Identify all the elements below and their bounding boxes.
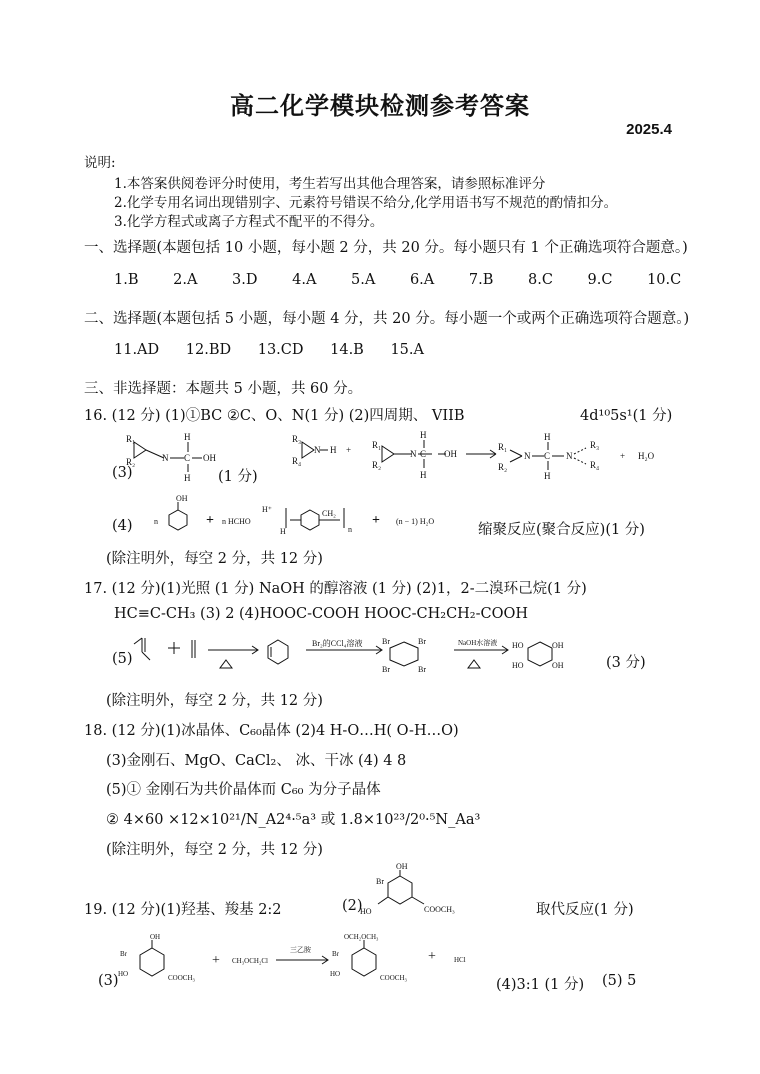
answer-item: 3.D (232, 272, 258, 288)
q19-line1: 19. (12 分)(1)羟基、羧基 2:2 (84, 902, 282, 918)
note-item: 3.化学方程式或离子方程式不配平的不得分。 (114, 214, 384, 230)
q19-p2-note: 取代反应(1 分) (536, 902, 634, 918)
svg-text:H: H (544, 432, 551, 442)
svg-text:OH: OH (552, 641, 564, 650)
svg-text:Br: Br (382, 637, 390, 646)
q16-config: 4d¹⁰5s¹(1 分) (580, 408, 673, 424)
svg-text:+: + (620, 451, 626, 461)
svg-text:R₃: R₃ (590, 440, 600, 450)
svg-text:H: H (544, 471, 551, 481)
q17-line2: HC≡C-CH₃ (3) 2 (4)HOOC-COOH HOOC-CH₂CH₂-COOH (114, 606, 529, 622)
q19-p5: (5) 5 (602, 973, 637, 989)
svg-text:OH: OH (396, 862, 408, 871)
q16-line1: 16. (12 分) (1)①BC ②C、O、N(1 分) (2)四周期、 VIIB (84, 408, 465, 424)
section1-heading: 一、选择题(本题包括 10 小题，每小题 2 分，共 20 分。每小题只有 1 个正确选项符合题意。) (84, 240, 688, 256)
section1-answers (114, 272, 711, 288)
q16-p4-note: 缩聚反应(聚合反应)(1 分) (478, 522, 645, 538)
answer-item: 11.AD (114, 342, 160, 358)
svg-text:+: + (372, 513, 380, 528)
svg-text:n: n (154, 517, 158, 526)
section3-heading: 三、非选择题：本题共 5 小题，共 60 分。 (84, 381, 363, 397)
q19-p3-label: (3) (98, 973, 119, 989)
svg-text:H: H (184, 432, 191, 442)
section2-heading: 二、选择题(本题包括 5 小题，每小题 4 分，共 20 分。每小题一个或两个正确选项符合题意。) (84, 311, 690, 327)
svg-text:H: H (420, 430, 427, 440)
svg-text:H: H (330, 445, 337, 455)
svg-text:三乙胺: 三乙胺 (290, 946, 311, 954)
svg-text:Br: Br (376, 877, 384, 886)
svg-text:C: C (544, 451, 551, 461)
section2-answers (114, 342, 446, 358)
exam-date: 2025.4 (626, 121, 672, 138)
svg-text:N: N (410, 449, 417, 459)
q16-p3-label: (3) (112, 465, 133, 481)
svg-text:COOCH₃: COOCH₃ (424, 905, 455, 914)
q18-line1: 18. (12 分)(1)冰晶体、C₆₀晶体 (2)4 H-O…H( O-H…O) (84, 723, 459, 739)
reagent-bromine: Br₂的CCl₄溶液 (312, 639, 363, 648)
svg-text:OH: OH (176, 494, 188, 503)
svg-text:Br: Br (418, 665, 426, 674)
svg-text:H: H (420, 470, 427, 480)
q16-structure-aminomethanol (126, 432, 226, 484)
svg-text:H: H (184, 473, 191, 483)
svg-text:(n − 1) H₂O: (n − 1) H₂O (396, 517, 435, 526)
q17-footer: (除注明外，每空 2 分，共 12 分) (106, 693, 323, 709)
svg-text:Br: Br (120, 950, 127, 958)
svg-text:H⁺: H⁺ (262, 505, 272, 514)
note-item: 1.本答案供阅卷评分时使用，考生若写出其他合理答案，请参照标准评分 (114, 176, 546, 192)
answer-item: 6.A (409, 272, 435, 288)
svg-text:OCH₂OCH₃: OCH₂OCH₃ (344, 933, 379, 941)
svg-text:R₄: R₄ (292, 456, 302, 466)
svg-text:OH: OH (150, 933, 161, 941)
svg-text:Br: Br (418, 637, 426, 646)
svg-text:HCl: HCl (454, 956, 466, 964)
svg-text:R₂: R₂ (498, 462, 508, 472)
svg-text:N: N (314, 445, 321, 455)
answer-item: 2.A (173, 272, 198, 288)
svg-text:HO: HO (118, 970, 129, 978)
svg-text:H: H (280, 527, 286, 536)
svg-text:CH₂: CH₂ (322, 509, 336, 518)
q17-line1: 17. (12 分)(1)光照 (1 分) NaOH 的醇溶液 (1 分) (2)1，2-二溴环己烷(1 分) (84, 581, 587, 597)
answer-item: 4.A (292, 272, 317, 288)
reagent-naoh: NaOH水溶液 (458, 639, 498, 647)
answer-item: 8.C (527, 272, 553, 288)
q18-footer: (除注明外，每空 2 分，共 12 分) (106, 842, 323, 858)
answer-item: 10.C (647, 272, 682, 288)
svg-text:C: C (184, 453, 191, 463)
q18-line3: (5)① 金刚石为共价晶体而 C₆₀ 为分子晶体 (106, 782, 381, 798)
svg-text:R₁: R₁ (498, 442, 508, 452)
answer-item: 12.BD (185, 342, 232, 358)
q19-p2-label: (2) (342, 898, 363, 914)
answer-item: 7.B (468, 272, 494, 288)
svg-text:+: + (206, 513, 214, 528)
q16-p4-label: (4) (112, 518, 133, 534)
svg-text:OH: OH (203, 453, 216, 463)
q18-line2: (3)金刚石、MgO、CaCl₂、 冰、干冰 (4) 4 8 (106, 753, 407, 769)
svg-text:n HCHO: n HCHO (222, 517, 251, 526)
svg-text:R₁: R₁ (126, 434, 136, 444)
q16-reaction-equation (292, 428, 672, 480)
svg-text:N: N (524, 451, 531, 461)
svg-text:R₂: R₂ (372, 460, 382, 470)
answer-item: 13.CD (257, 342, 304, 358)
q16-p3-score: (1 分) (218, 469, 258, 485)
svg-text:+: + (346, 445, 352, 455)
q17-synthesis-route (128, 634, 568, 680)
q17-p5-label: (5) (112, 651, 133, 667)
q19-substitution-equation (114, 930, 464, 992)
q19-p4: (4)3:1 (1 分) (496, 977, 585, 993)
svg-text:OH: OH (444, 449, 457, 459)
q16-footer: (除注明外，每空 2 分，共 12 分) (106, 551, 323, 567)
note-item: 2.化学专用名词出现错别字、元素符号错误不给分,化学用语书写不规范的酌情扣分。 (114, 195, 618, 211)
answer-item: 15.A (390, 342, 424, 358)
answer-item: 5.A (351, 272, 376, 288)
svg-text:COOCH₃: COOCH₃ (168, 974, 195, 982)
svg-text:R₄: R₄ (590, 460, 600, 470)
answer-item: 14.B (330, 342, 364, 358)
svg-text:R₂: R₂ (126, 457, 136, 467)
svg-text:HO: HO (330, 970, 341, 978)
svg-text:HO: HO (512, 661, 524, 670)
svg-text:Br: Br (382, 665, 390, 674)
q19-structure-ester (360, 862, 490, 922)
svg-text:HO: HO (360, 907, 372, 916)
svg-text:COOCH₃: COOCH₃ (380, 974, 407, 982)
svg-text:CH₃OCH₂Cl: CH₃OCH₂Cl (232, 957, 268, 965)
notes-heading: 说明: (84, 155, 116, 171)
answer-item: 9.C (587, 272, 613, 288)
svg-text:OH: OH (552, 661, 564, 670)
answer-item: 1.B (114, 272, 139, 288)
svg-text:N: N (566, 451, 573, 461)
svg-text:+: + (212, 953, 220, 968)
q18-line4: ② 4×60 ×12×10²¹/N_A2⁴·⁵a³ 或 1.8×10²³/2⁰·⁵N_Aa³ (106, 812, 481, 828)
svg-text:Br: Br (332, 950, 339, 958)
svg-text:R₁: R₁ (372, 440, 382, 450)
page-title: 高二化学模块检测参考答案 (230, 91, 530, 120)
svg-text:C: C (420, 449, 427, 459)
svg-text:n: n (348, 525, 352, 534)
svg-text:+: + (428, 949, 436, 964)
svg-text:HO: HO (512, 641, 524, 650)
svg-text:H₂O: H₂O (638, 451, 655, 461)
svg-text:N: N (162, 453, 169, 463)
svg-text:R₃: R₃ (292, 434, 302, 444)
q16-polymerization-equation (150, 496, 470, 538)
q17-p5-score: (3 分) (606, 655, 646, 671)
